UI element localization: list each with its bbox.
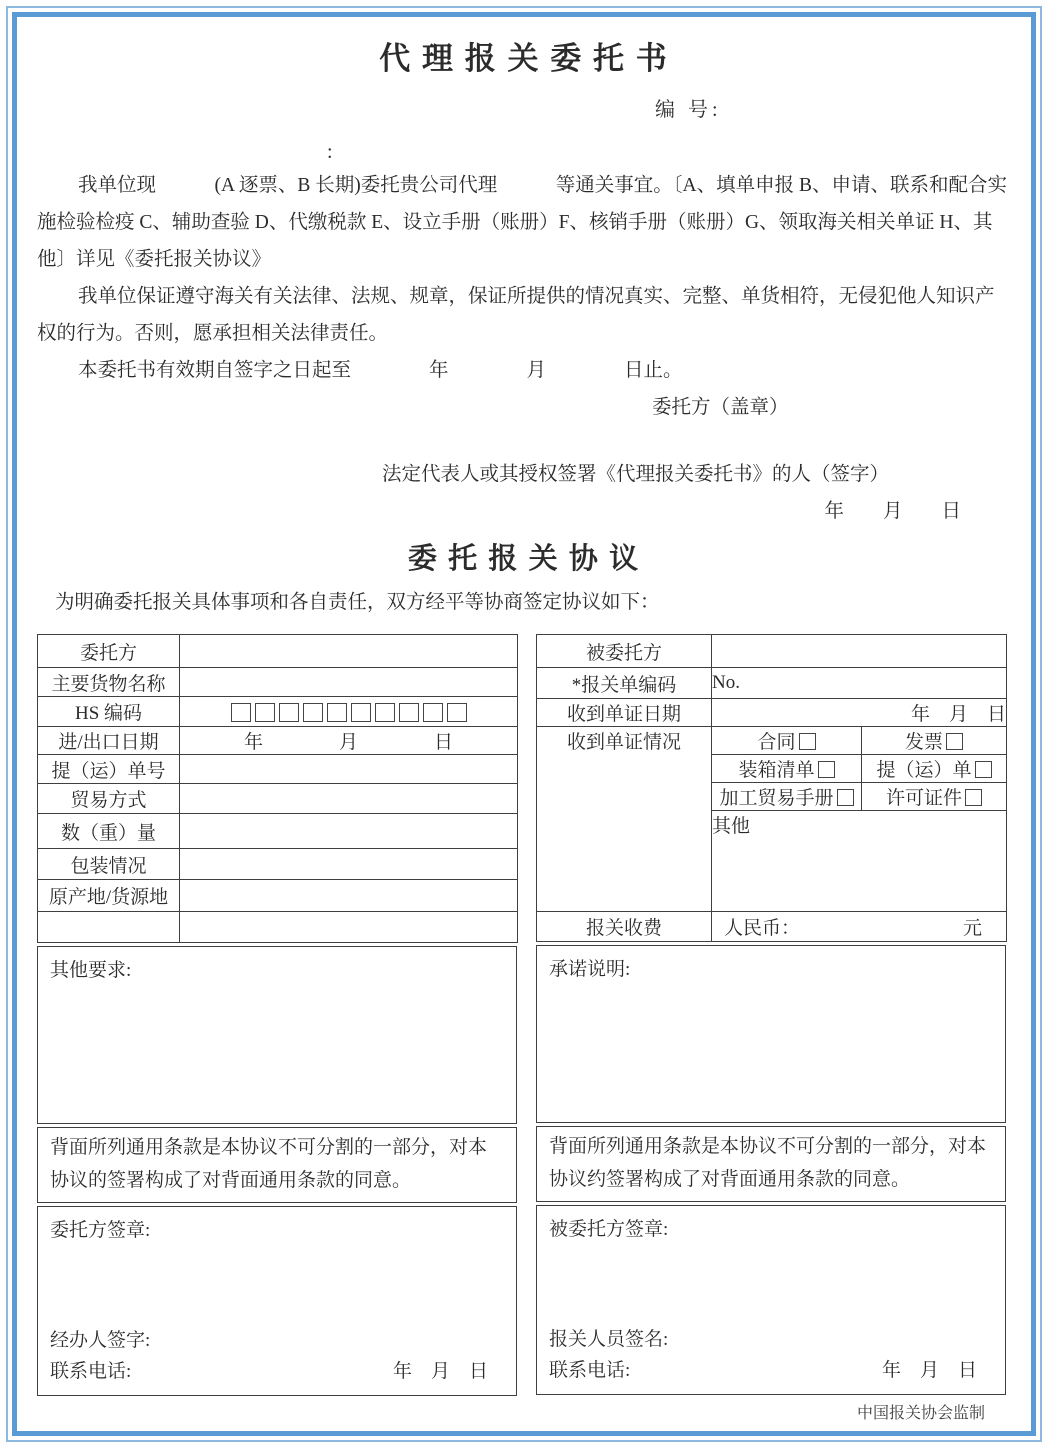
validity-line: 本委托书有效期自签字之日起至 年 月 日止。 xyxy=(78,360,683,381)
agreement-two-columns xyxy=(37,634,1011,1396)
checkbox-icon xyxy=(975,761,992,778)
checkbox-icon xyxy=(799,733,816,750)
reverse-terms-note-right: 背面所列通用条款是本协议不可分割的一部分，对本协议约签署构成了对背面通用条款的同意。 xyxy=(536,1126,1006,1202)
hs-code-box xyxy=(423,703,443,722)
row-label: 数（重）量 xyxy=(38,814,180,849)
checkbox-icon xyxy=(946,733,963,750)
agent-seal-label: 被委托方签章: xyxy=(549,1219,669,1240)
check-label: 发票 xyxy=(904,732,943,753)
hs-code-box xyxy=(231,703,251,722)
addressee-colon: : xyxy=(327,141,333,163)
phone-date-line xyxy=(50,1356,504,1387)
checkbox-icon xyxy=(965,789,982,806)
row-value xyxy=(180,635,518,668)
row-label xyxy=(38,912,180,943)
check-invoice xyxy=(862,727,1007,755)
row-label: 包装情况 xyxy=(38,849,180,880)
check-label: 装箱清单 xyxy=(738,760,815,781)
row-label: 贸易方式 xyxy=(38,784,180,814)
reverse-terms-note-left: 背面所列通用条款是本协议不可分割的一部分，对本协议的签署构成了对背面通用条款的同意。 xyxy=(37,1127,517,1203)
check-bill-of-lading xyxy=(862,755,1007,783)
principal-column xyxy=(37,634,517,1396)
checkbox-icon xyxy=(818,761,835,778)
phone-label: 联系电话: xyxy=(549,1360,631,1381)
check-packing-list xyxy=(712,755,862,783)
guarantee-paragraph: 我单位保证遵守海关有关法律、法规、规章，保证所提供的情况真实、完整、单货相符，无侵犯他人知识产权的行为。否则，愿承担相关法律责任。 xyxy=(37,286,995,344)
agent-column xyxy=(536,634,1006,1395)
document-title: 代 理 报 关 委 托 书 xyxy=(379,41,669,76)
date-blanks: 年 月 日 xyxy=(881,1360,977,1381)
agreement-intro: 为明确委托报关具体事项和各自责任，双方经平等协商签定协议如下： xyxy=(55,592,660,613)
principal-signature-box xyxy=(37,1206,517,1396)
hs-code-box xyxy=(447,703,467,722)
promise-note-label: 承诺说明: xyxy=(549,959,631,980)
check-label: 许可证件 xyxy=(885,788,962,809)
row-label: 被委托方 xyxy=(537,635,712,668)
document-body xyxy=(17,37,1031,1426)
hs-code-box xyxy=(351,703,371,722)
agent-info-table xyxy=(536,634,1007,942)
legal-representative-sign-line: 法定代表人或其授权签署《代理报关委托书》的人（签字） xyxy=(381,464,889,485)
row-label: 原产地/货源地 xyxy=(38,880,180,912)
check-label: 提（运）单 xyxy=(876,760,972,781)
date-blanks: 年 月 日 xyxy=(392,1361,488,1382)
principal-seal-label: 委托方签章: xyxy=(50,1220,151,1241)
sign-date-line: 年 月 日 xyxy=(824,501,961,522)
other-requirements-label: 其他要求: xyxy=(50,960,132,981)
promise-note-box xyxy=(536,945,1006,1123)
hs-code-box xyxy=(303,703,323,722)
check-license xyxy=(862,783,1007,811)
phone-label: 联系电话: xyxy=(50,1361,132,1382)
row-value xyxy=(180,668,518,697)
phone-date-line xyxy=(549,1355,993,1386)
principal-seal-line: 委托方（盖章） xyxy=(652,397,789,418)
docs-other-cell: 其他 xyxy=(712,811,1007,912)
row-label: 委托方 xyxy=(38,635,180,668)
agent-signature-box xyxy=(536,1205,1006,1395)
serial-number-label: 编 号: xyxy=(655,99,722,121)
row-value: 年 月 日 xyxy=(180,727,518,755)
hs-code-box xyxy=(399,703,419,722)
agreement-title: 委 托 报 关 协 议 xyxy=(407,543,641,575)
principal-info-table xyxy=(37,634,518,943)
page-outer-frame xyxy=(6,6,1042,1442)
check-label: 合同 xyxy=(757,732,796,753)
check-label: 加工贸易手册 xyxy=(719,788,834,809)
row-label: HS 编码 xyxy=(38,697,180,727)
hs-code-boxes xyxy=(180,697,518,727)
declaration-no-value: No. xyxy=(712,668,1007,699)
other-requirements-box xyxy=(37,946,517,1124)
hs-code-box xyxy=(279,703,299,722)
row-value xyxy=(180,755,518,784)
page-inner-frame xyxy=(12,12,1036,1436)
check-trade-manual xyxy=(712,783,862,811)
fee-value-cell xyxy=(712,912,1007,942)
hs-code-box xyxy=(375,703,395,722)
authorization-paragraph: 我单位现 (A 逐票、B 长期)委托贵公司代理 等通关事宜。〔A、填单申报 B、申请、联系和配合实施检验检疫 C、辅助查验 D、代缴税款 E、设立手册（账册）F、核销手册（账册）G、领取海关相关单证 H、其他〕详见《委托报关协议》 xyxy=(37,175,1007,270)
row-label: 提（运）单号 xyxy=(38,755,180,784)
docs-received-date: 年 月 日 xyxy=(712,699,1007,727)
row-label: 主要货物名称 xyxy=(38,668,180,697)
handler-signature-label: 经办人签字: xyxy=(50,1330,151,1351)
checkbox-icon xyxy=(837,789,854,806)
row-value xyxy=(180,814,518,849)
check-contract xyxy=(712,727,862,755)
fee-currency-label: 人民币： xyxy=(724,918,801,939)
row-label: 进/出口日期 xyxy=(38,727,180,755)
letter-text xyxy=(37,167,1011,530)
hs-code-box xyxy=(255,703,275,722)
row-value xyxy=(712,635,1007,668)
broker-signature-label: 报关人员签名: xyxy=(549,1329,669,1350)
docs-received-label: 收到单证情况 xyxy=(537,727,712,912)
fee-label: 报关收费 xyxy=(537,912,712,942)
issuer-note: 中国报关协会监制 xyxy=(856,1405,985,1422)
row-value xyxy=(180,784,518,814)
row-value xyxy=(180,880,518,912)
row-label: 收到单证日期 xyxy=(537,699,712,727)
fee-unit-label: 元 xyxy=(962,918,982,939)
row-value xyxy=(180,849,518,880)
hs-code-box xyxy=(327,703,347,722)
row-value xyxy=(180,912,518,943)
row-label: *报关单编码 xyxy=(537,668,712,699)
